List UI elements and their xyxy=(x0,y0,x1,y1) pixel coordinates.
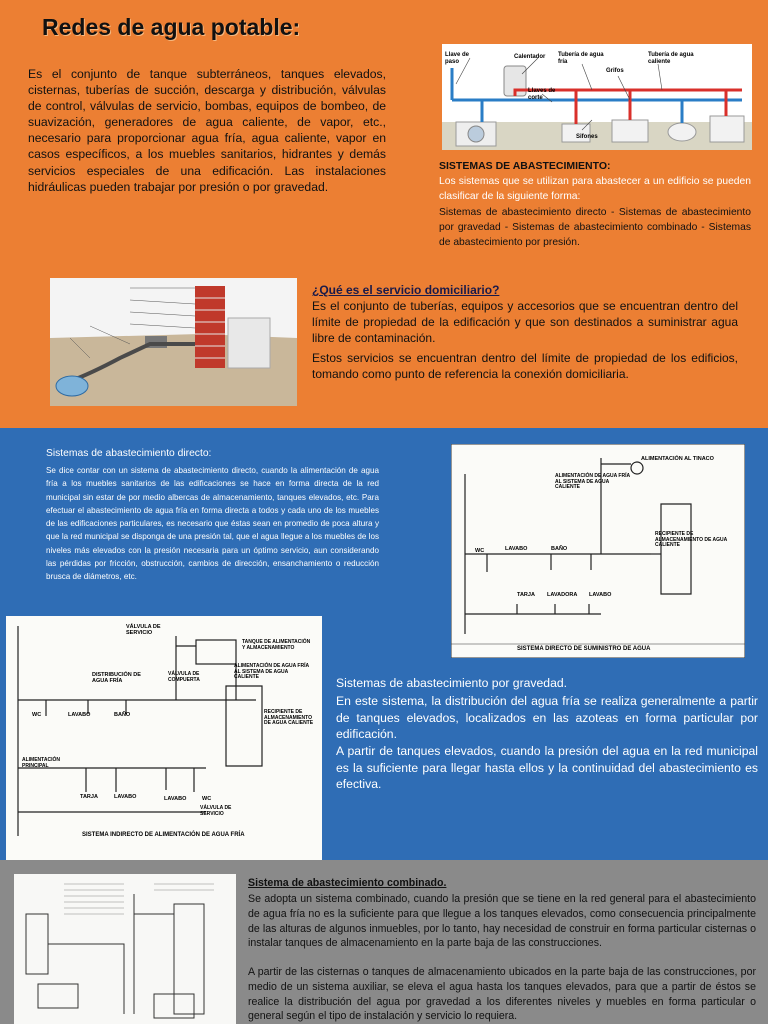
label-calentador: Calentador xyxy=(514,54,546,60)
page-title: Redes de agua potable: xyxy=(42,14,301,40)
label-indirecto-recipiente: RECIPIENTE DE ALMACENAMIENTO DE AGUA CALIENTE xyxy=(264,709,314,726)
label-directo-alimentacion-fria: ALIMENTACIÓN DE AGUA FRÍA AL SISTEMA DE AGUA CALIENTE xyxy=(555,473,630,490)
label-directo-lavabo-2: LAVABO xyxy=(589,592,612,598)
label-valvula-compuerta: VÁLVULA DE COMPUERTA xyxy=(168,671,200,683)
servicio-paragraph-2: Estos servicios se encuentran dentro del límite de propiedad de los edificios, tomando como punto de referencia la conexión domiciliaria. xyxy=(312,351,738,382)
label-indirecto-bano: BAÑO xyxy=(114,712,131,718)
servicio-paragraph-1: Es el conjunto de tuberías, equipos y accesorios que se encuentran dentro del límite de propiedad de la edificación y que son destinados a suministrar agua libre de contaminación. xyxy=(312,299,738,346)
indirect-supply-diagram xyxy=(6,616,322,860)
servicio-heading: ¿Qué es el servicio domiciliario? xyxy=(312,283,500,297)
label-indirecto-lavabo-2: LAVABO xyxy=(114,794,137,800)
label-directo-lavadora: LAVADORA xyxy=(547,592,578,598)
domiciliary-service-illustration xyxy=(50,278,297,406)
sistemas-text-2: Sistemas de abastecimiento directo - Sistemas de abastecimiento por gravedad - Sistemas de abastecimiento combinado - Sistemas de abastecimiento por presión. xyxy=(439,207,751,249)
label-indirecto-lavabo-3: LAVABO xyxy=(164,796,187,802)
sistemas-text-1: Los sistemas que se utilizan para abastecer a un edificio se pueden clasificar de la siguiente forma: xyxy=(439,176,751,203)
label-tanque-alimentacion: TANQUE DE ALIMENTACIÓN Y ALMACENAMIENTO xyxy=(242,639,311,651)
plumbing-illustration xyxy=(442,44,752,150)
label-directo-bano: BAÑO xyxy=(551,546,568,552)
label-tuberia-caliente: Tubería de agua caliente xyxy=(648,52,694,65)
label-tuberia-fria: Tubería de agua fría xyxy=(558,52,604,65)
label-indirecto-lavabo: LAVABO xyxy=(68,712,91,718)
label-valvula-servicio: VÁLVULA DE SERVICIO xyxy=(126,624,161,636)
label-llaves-corte: Llaves de corte xyxy=(528,88,556,101)
combinado-paragraph-2: A partir de las cisternas o tanques de almacenamiento ubicados en la parte baja de las construcciones, por medio de un sistema auxiliar, se eleva el agua hasta los tanques elevados, para que a partir de éstos se realice la distribución del agua por gravedad a los diferentes niveles y muebles en forma particular o general según el tipo de instalación y servicio lo requiera. xyxy=(248,966,756,1023)
sistemas-heading: SISTEMAS DE ABASTECIMIENTO: xyxy=(439,160,611,172)
label-llave-paso: Llave de paso xyxy=(445,52,470,65)
blue-section xyxy=(0,428,768,860)
directo-heading: Sistemas de abastecimiento directo: xyxy=(46,448,212,459)
label-directo-wc: WC xyxy=(475,548,485,554)
directo-paragraph: Se dice contar con un sistema de abastecimiento directo, cuando la alimentación de agua fría a los muebles sanitarios de las edificaciones se hace en forma directa de la red municipal sin estar de por medio albercas de almacenamiento, tanques elevados, etc. Para efectuar el abastecimiento de agua fría en forma directa a todos y cada uno de los muebles de las edificaciones particulares, es necesario que éstas sean en promedio de poca altura y que la red municipal se disponga de una presión tal, que el agua llegue a los muebles de los niveles más elevados con la presión necesaria para un óptimo servicio, aun considerando las pérdidas por fricción, obstrucción, cambios de dirección, ensanchamiento o reducción brusca de diámetros, etc. xyxy=(46,466,379,582)
label-sifones: Sifones xyxy=(576,134,598,140)
label-distribucion: DISTRIBUCIÓN DE AGUA FRÍA xyxy=(92,672,141,684)
gravedad-heading: Sistemas de abastecimiento por gravedad. xyxy=(336,676,568,690)
directo-caption: SISTEMA DIRECTO DE SUMINISTRO DE AGUA xyxy=(517,646,651,652)
combined-supply-diagram xyxy=(14,874,236,1024)
label-directo-recipiente: RECIPIENTE DE ALMACENAMIENTO DE AGUA CALIENTE xyxy=(655,531,728,548)
direct-supply-diagram xyxy=(451,444,745,658)
label-alimentacion-tinaco: ALIMENTACIÓN AL TINACO xyxy=(641,456,714,462)
combined-supply-svg xyxy=(14,874,236,1024)
gravedad-paragraph-2: A partir de tanques elevados, cuando la presión del agua en la red municipal es la suficiente para llegar hasta ellos y la continuidad del abastecimiento es efectiva. xyxy=(336,744,758,792)
combinado-paragraph-1: Se adopta un sistema combinado, cuando la presión que se tiene en la red general para el abastecimiento de agua fría no es la suficiente para que llegue a los tanques elevados, como consecuencia principalmente de las alturas de algunos inmuebles, por lo tanto, hay necesidad de construir en forma particular cisternas o instalar tanques de almacenamiento en la parte baja de las construcciones. xyxy=(248,893,756,950)
label-indirecto-tarja: TARJA xyxy=(80,794,98,800)
label-indirecto-wc-2: WC xyxy=(202,796,212,802)
label-directo-tarja: TARJA xyxy=(517,592,535,598)
label-indirecto-alimentacion-fria: ALIMENTACIÓN DE AGUA FRÍA AL SISTEMA DE AGUA CALIENTE xyxy=(234,663,309,680)
indirecto-caption: SISTEMA INDIRECTO DE ALIMENTACIÓN DE AGUA FRÍA xyxy=(82,832,245,838)
intro-paragraph: Es el conjunto de tanque subterráneos, tanques elevados, cisternas, tuberías de succión, descarga y distribución, válvulas de control, válvulas de servicio, bombas, equipos de bombeo, de suavización, generadores de agua caliente, de vapor, etc., necesario para proporcionar agua fría, agua caliente, vapor en casos específicos, a los muebles sanitarios, hidrantes y demás servicios especiales de una edificación. Las instalaciones hidráulicas pueden trabajar por presión o por gravedad. xyxy=(28,67,386,194)
indirect-supply-svg xyxy=(6,616,322,860)
label-directo-lavabo: LAVABO xyxy=(505,546,528,552)
orange-section xyxy=(0,0,768,428)
label-indirecto-wc: WC xyxy=(32,712,42,718)
label-valvula-servicio-2: VÁLVULA DE SERVICIO xyxy=(200,805,232,817)
gravedad-paragraph-1: En este sistema, la distribución del agua fría se realiza generalmente a partir de tanques elevados, localizados en las azoteas en forma particular por edificación. xyxy=(336,694,758,742)
label-grifos: Grifos xyxy=(606,68,624,74)
domiciliary-diagram-svg xyxy=(50,278,297,406)
label-alimentacion-principal: ALIMENTACIÓN PRINCIPAL xyxy=(22,757,60,769)
combinado-heading: Sistema de abastecimiento combinado. xyxy=(248,877,447,889)
gray-section xyxy=(0,860,768,1024)
